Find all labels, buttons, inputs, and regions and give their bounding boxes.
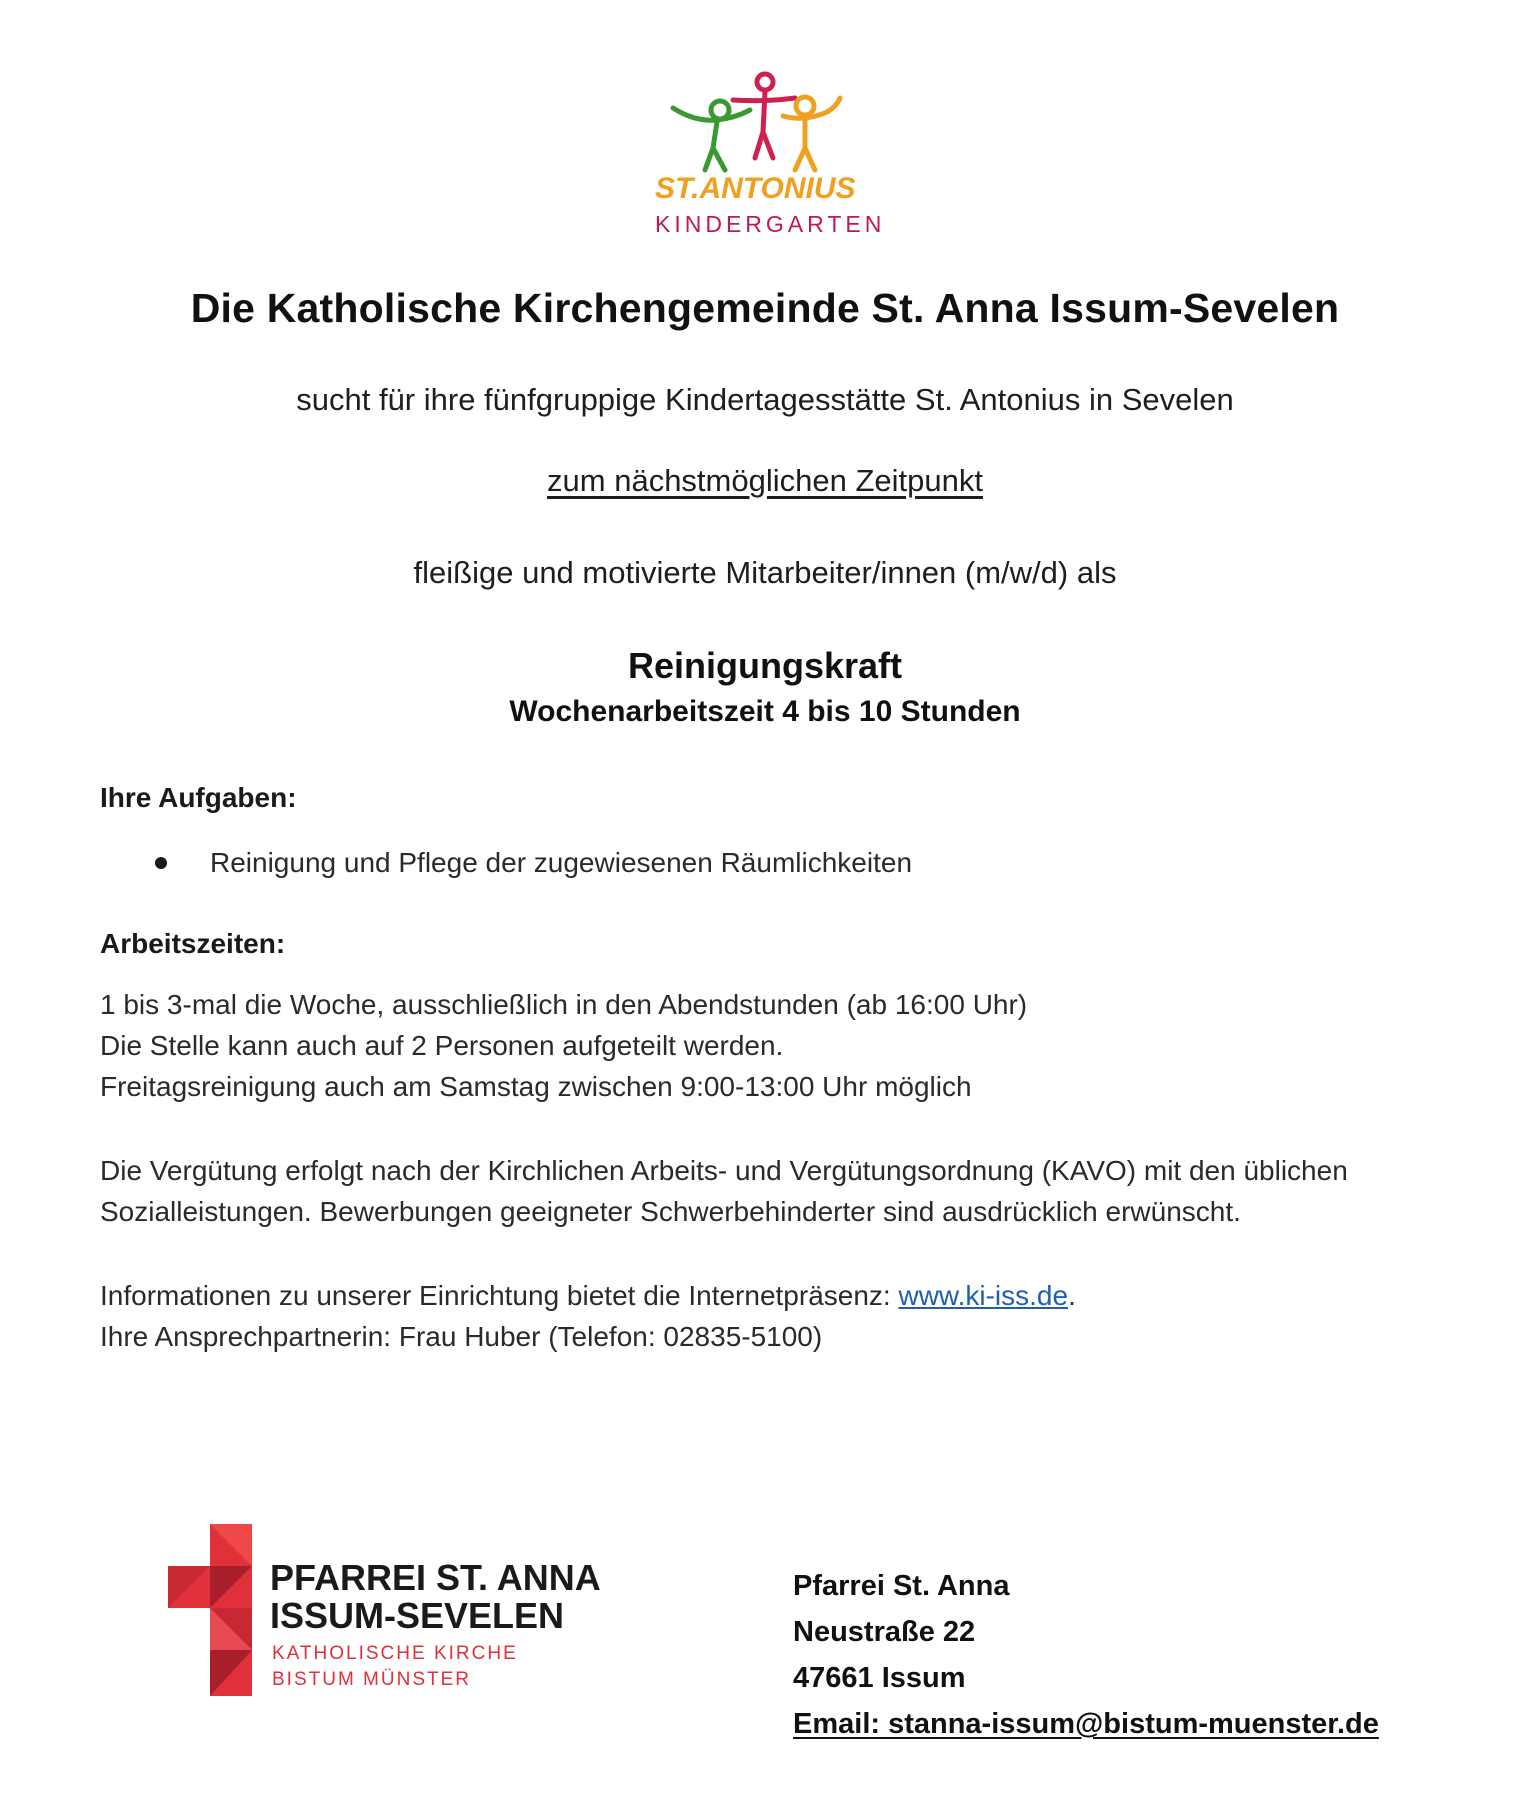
svg-text:KINDERGARTEN: KINDERGARTEN xyxy=(655,211,886,237)
info-line xyxy=(100,1275,1500,1316)
info-suffix: . xyxy=(1068,1280,1076,1311)
address-name: Pfarrei St. Anna xyxy=(793,1570,1010,1602)
tasks-heading: Ihre Aufgaben: xyxy=(100,782,297,813)
svg-text:ISSUM-SEVELEN: ISSUM-SEVELEN xyxy=(270,1595,565,1636)
task-item: Reinigung und Pflege der zugewiesenen Räumlichkeiten xyxy=(210,847,913,878)
intro-line: sucht für ihre fünfgruppige Kindertagesstätte St. Antonius in Sevelen xyxy=(296,382,1234,417)
kindergarten-logo xyxy=(655,70,945,245)
svg-text:PFARREI ST. ANNA: PFARREI ST. ANNA xyxy=(270,1557,601,1598)
hours-line: Freitagsreinigung auch am Samstag zwischen 9:00-13:00 Uhr möglich xyxy=(100,1071,972,1102)
address-email[interactable]: Email: stanna-issum@bistum-muenster.de xyxy=(793,1708,1379,1740)
hours-heading: Arbeitszeiten: xyxy=(100,928,286,959)
parish-cross-icon xyxy=(168,1524,628,1696)
start-date-line xyxy=(0,463,1530,499)
bullet-icon xyxy=(155,857,167,869)
parish-logo xyxy=(168,1524,628,1696)
job-title: Reinigungskraft xyxy=(627,645,903,686)
page-title: Die Katholische Kirchengemeinde St. Anna Issum-Sevelen xyxy=(190,285,1340,331)
hours-line: 1 bis 3-mal die Woche, ausschließlich in den Abendstunden (ab 16:00 Uhr) xyxy=(100,989,1028,1020)
kindergarten-logo-figures-icon xyxy=(655,70,945,245)
pay-line: Die Vergütung erfolgt nach der Kirchlichen Arbeits- und Vergütungsordnung (KAVO) mit den üblichen xyxy=(100,1155,1348,1186)
pay-line: Sozialleistungen. Bewerbungen geeigneter Schwerbehinderter sind ausdrücklich erwünscht. xyxy=(100,1196,1241,1227)
job-hours: Wochenarbeitszeit 4 bis 10 Stunden xyxy=(509,695,1021,728)
start-date-text: zum nächstmöglichen Zeitpunkt xyxy=(547,463,983,498)
svg-text:KATHOLISCHE KIRCHE: KATHOLISCHE KIRCHE xyxy=(272,1643,518,1664)
svg-text:ST.ANTONIUS: ST.ANTONIUS xyxy=(655,172,856,205)
website-link[interactable]: www.ki-iss.de xyxy=(898,1280,1069,1311)
hours-line: Die Stelle kann auch auf 2 Personen aufgeteilt werden. xyxy=(100,1030,784,1061)
info-prefix: Informationen zu unserer Einrichtung bietet die Internetpräsenz: xyxy=(100,1280,899,1311)
svg-text:BISTUM MÜNSTER: BISTUM MÜNSTER xyxy=(272,1669,471,1690)
address-city: 47661 Issum xyxy=(793,1662,966,1694)
seeking-line: fleißige und motivierte Mitarbeiter/innen (m/w/d) als xyxy=(413,555,1117,590)
contact-line: Ihre Ansprechpartnerin: Frau Huber (Telefon: 02835-5100) xyxy=(100,1321,823,1352)
address-street: Neustraße 22 xyxy=(793,1616,976,1648)
